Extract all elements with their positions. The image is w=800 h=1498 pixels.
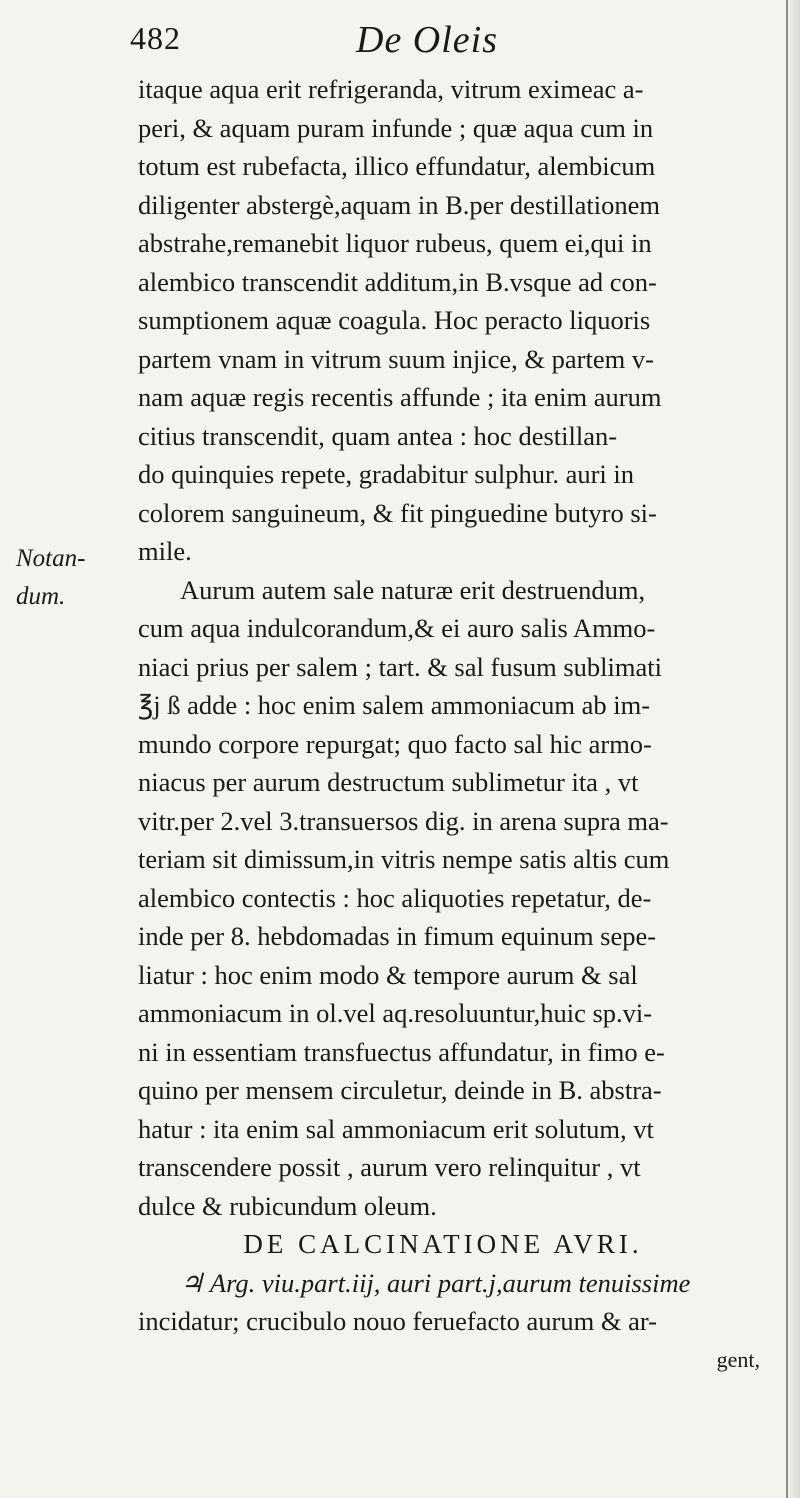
text-line: ni in essentiam transfuectus affundatur, in fimo e- [138,1036,665,1067]
text-line: ammoniacum in ol.vel aq.resoluuntur,huic sp.vi- [138,998,653,1028]
text-line: niacus per aurum destructum sublimetur ita , vt [138,767,639,797]
margin-note-line: Notan- [16,545,86,572]
section-heading: DE CALCINATIONE AVRI. [243,1229,643,1259]
text-line: quino per mensem circuletur, deinde in B. abstra- [138,1075,662,1105]
text-line: vitr.per 2.vel 3.transuersos dig. in arena supra ma- [138,805,669,836]
text-line: ℥j ß adde : hoc enim salem ammoniacum ab im- [138,690,651,720]
text-line: liatur : hoc enim modo & tempore aurum & sal [138,959,638,990]
text-line: totum est rubefacta, illico effundatur, alembicum [138,151,656,181]
page-header [130,10,770,60]
page-number: 482 [130,20,181,56]
catchword: gent, [716,1346,760,1372]
text-line: abstrahe,remanebit liquor rubeus, quem ei,qui in [138,228,652,258]
text-line: citius transcendit, quam antea : hoc destillan- [138,420,618,451]
text-line: itaque aqua erit refrigeranda, vitrum eximeac a- [138,74,644,104]
text-line: inde per 8. hebdomadas in fimum equinum sepe- [138,921,657,951]
text-line: mile. [138,536,192,566]
text-line: nam aquæ regis recentis affunde ; ita enim aurum [138,382,662,412]
text-line: partem vnam in vitrum suum injice, & partem v- [138,343,654,374]
text-line: mundo corpore repurgat; quo facto sal hic armo- [138,728,652,759]
text-line: sumptionem aquæ coagula. Hoc peracto liquoris [138,305,651,335]
body-text [138,70,768,1379]
text-line: dulce & rubicundum oleum. [138,1190,437,1221]
margin-note [16,540,85,616]
text-line: teriam sit dimissum,in vitris nempe satis altis cum [138,844,670,874]
recipe-line: ♃ Arg. viu.part.iij, auri part.j,aurum tenuissime [180,1267,691,1298]
text-line: peri, & aquam puram infunde ; quæ aqua cum in [138,112,654,143]
text-line: transcendere possit , aurum vero relinquitur , vt [138,1152,641,1182]
text-line: colorem sanguineum, & fit pinguedine butyro si- [138,497,657,528]
text-line: cum aqua indulcorandum,& ei auro salis Ammo- [138,613,656,643]
text-line: alembico contectis : hoc aliquoties repetatur, de- [138,882,652,913]
running-title: De Oleis [356,19,499,61]
text-line: alembico transcendit additum,in B.vsque ad con- [138,266,657,297]
text-line: diligenter abstergè,aquam in B.per destillationem [138,189,661,220]
text-line: hatur : ita enim sal ammoniacum erit solutum, vt [138,1113,654,1144]
page-edge-line [786,0,788,1498]
page-edge-shadow [786,0,800,1498]
text-line: do quinquies repete, gradabitur sulphur. auri in [138,459,635,489]
paragraph-start-line: Aurum autem sale naturæ erit destruendum, [180,574,646,605]
margin-note-line: dum. [16,583,66,610]
text-line: niaci prius per salem ; tart. & sal fusum sublimati [138,651,663,682]
text-line: incidatur; crucibulo nouo feruefacto aurum & ar- [138,1306,657,1336]
